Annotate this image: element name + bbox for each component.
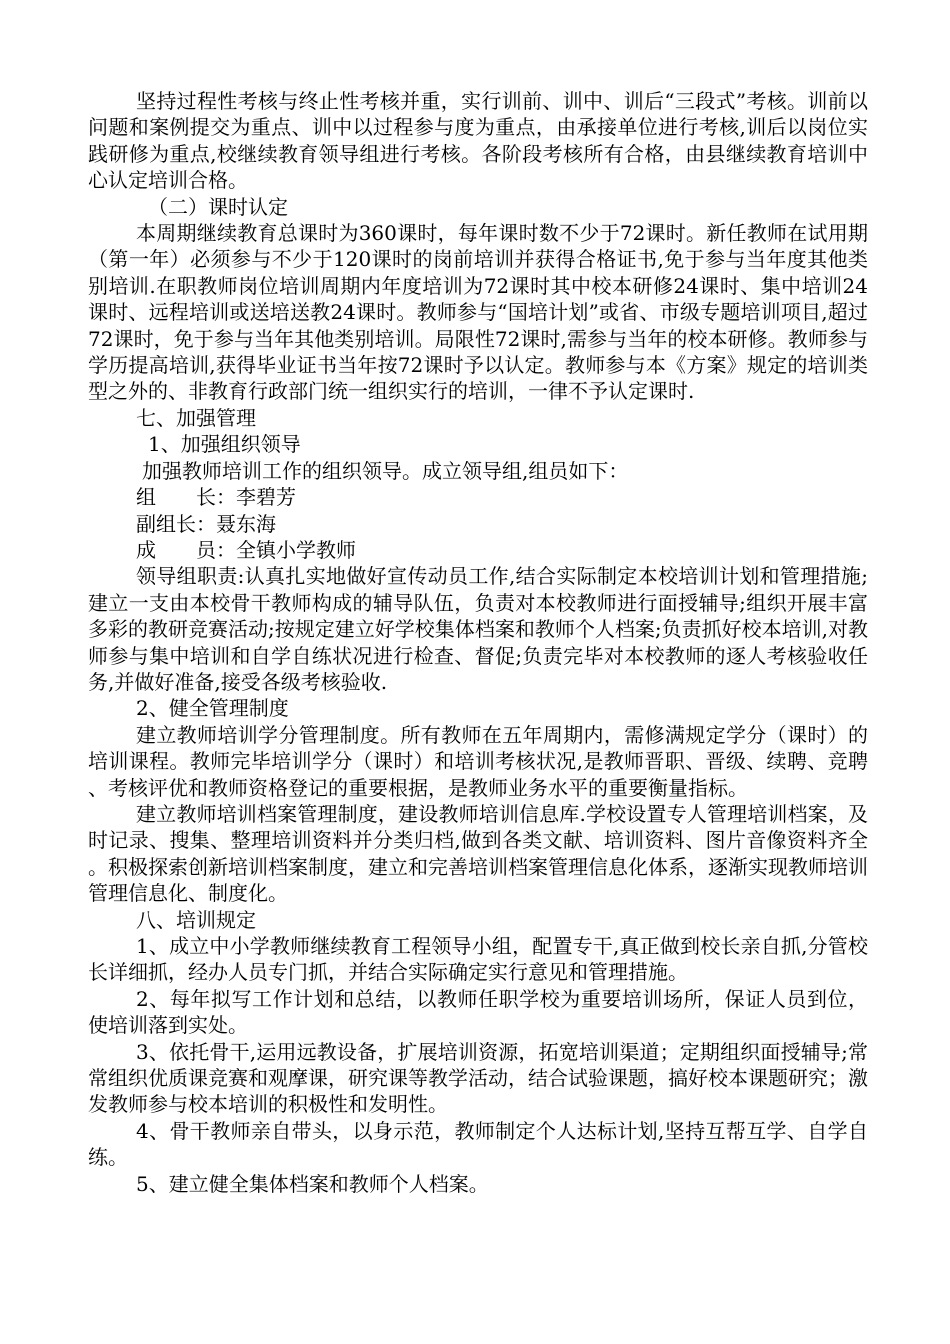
members-line: 成 员：全镇小学教师 [136, 537, 356, 562]
paragraph-archive-management: 建立教师培训档案管理制度，建设教师培训信息库.学校设置专人管理培训档案，及时记录、搜集、整理培训资料并分类归档,做到各类文献、培训资料、图片音像资料齐全。积极探索创新培训档案制度，建立和完善培训档案管理信息化体系，逐渐实现教师培训管理信息化、制度化。 [88, 801, 868, 906]
heading-credit-hours: （二）课时认定 [148, 194, 288, 219]
document-body [88, 88, 868, 1197]
paragraph-credit-management: 建立教师培训学分管理制度。所有教师在五年周期内，需修满规定学分（课时）的培训课程。教师完毕培训学分（课时）和培训考核状况,是教师晋职、晋级、续聘、竞聘、考核评优和教师资格登记的重要根据，是教师业务水平的重要衡量指标。 [88, 722, 868, 800]
heading-section-eight: 八、培训规定 [136, 907, 256, 932]
heading-organization-leadership: 1、加强组织领导 [148, 432, 301, 457]
paragraph-rule-3: 3、依托骨干,运用远教设备，扩展培训资源，拓宽培训渠道；定期组织面授辅导;常常组织优质课竞赛和观摩课，研究课等教学活动，结合试验课题，搞好校本课题研究；激发教师参与校本培训的积极性和发明性。 [88, 1039, 868, 1117]
paragraph-rule-2: 2、每年拟写工作计划和总结，以教师任职学校为重要培训场所，保证人员到位，使培训落到实处。 [88, 986, 868, 1038]
paragraph-rule-1: 1、成立中小学教师继续教育工程领导小组，配置专干,真正做到校长亲自抓,分管校长详细抓，经办人员专门抓，并结合实际确定实行意见和管理措施。 [88, 934, 868, 985]
heading-section-seven: 七、加强管理 [136, 405, 256, 430]
deputy-leader-line: 副组长：聂东海 [136, 511, 276, 536]
paragraph-rule-4: 4、骨干教师亲自带头，以身示范，教师制定个人达标计划,坚持互帮互学、自学自练。 [88, 1118, 868, 1170]
paragraph-credit-hours: 本周期继续教育总课时为360课时，每年课时数不少于72课时。新任教师在试用期（第一年）必须参与不少于120课时的岗前培训并获得合格证书,免于参与当年度其他类别培训.在职教师岗位培训周期内年度培训为72课时其中校本研修24课时、集中培训24课时、远程培训或送培送教24课时。教师参与“国培计划”或省、市级专题培训项目,超过72课时，免于参与当年其他类别培训。局限性72课时,需参与当年的校本研修。教师参与学历提高培训,获得毕业证书当年按72课时予以认定。教师参与本《方案》规定的培训类型之外的、非教育行政部门统一组织实行的培训，一律不予认定课时. [88, 221, 868, 404]
leader-line: 组 长：李碧芳 [136, 485, 296, 510]
paragraph-rule-5: 5、建立健全集体档案和教师个人档案。 [136, 1171, 489, 1196]
heading-management-system: 2、健全管理制度 [136, 696, 289, 721]
paragraph-assessment-method: 坚持过程性考核与终止性考核并重，实行训前、训中、训后“三段式”考核。训前以问题和案例提交为重点、训中以过程参与度为重点，由承接单位进行考核,训后以岗位实践研修为重点,校继续教育领导组进行考核。各阶段考核所有合格，由县继续教育培训中心认定培训合格。 [88, 89, 868, 193]
paragraph-leadership-intro: 加强教师培训工作的组织领导。成立领导组,组员如下： [142, 458, 629, 483]
paragraph-leadership-duties: 领导组职责:认真扎实地做好宣传动员工作,结合实际制定本校培训计划和管理措施;建立一支由本校骨干教师构成的辅导队伍，负责对本校教师进行面授辅导;组织开展丰富多彩的教研竞赛活动;按规定建立好学校集体档案和教师个人档案;负责抓好校本培训,对教师参与集中培训和自学自练状况进行检查、督促;负责完毕对本校教师的逐人考核验收任务,并做好准备,接受各级考核验收. [88, 564, 868, 694]
